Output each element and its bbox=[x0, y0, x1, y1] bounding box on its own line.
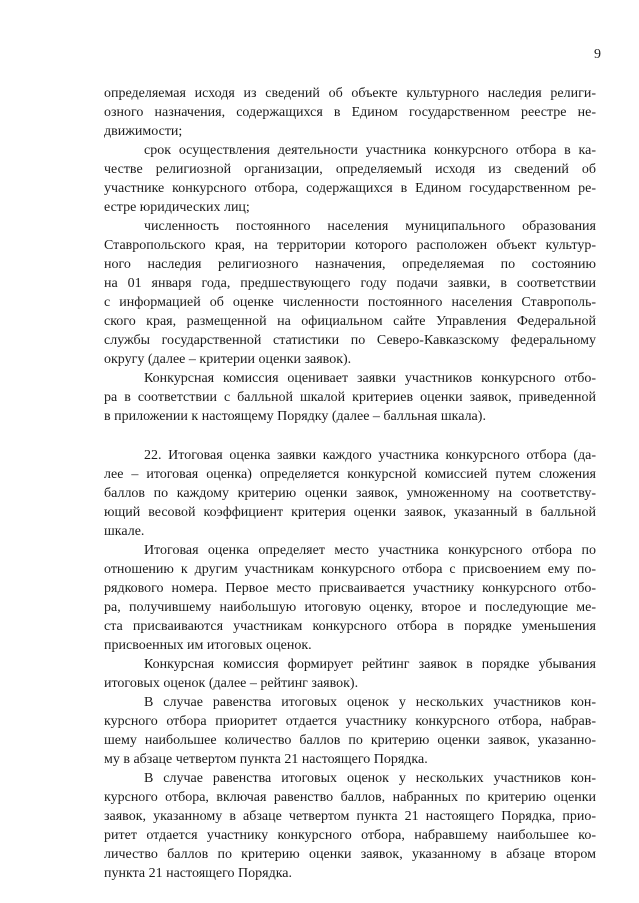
text-line: рядкового номера. Первое место присваивается участнику конкурсного отбо- bbox=[104, 581, 596, 596]
text-line: округу (далее – критерии оценки заявок). bbox=[104, 352, 352, 367]
text-line: курсного отбора приоритет отдается участнику конкурсного отбора, набрав- bbox=[104, 714, 596, 729]
text-line: ра в соответствии с балльной шкалой критериев оценки заявок, приведенной bbox=[104, 390, 596, 405]
text-line: срок осуществления деятельности участника конкурсного отбора в ка- bbox=[144, 143, 596, 158]
text-line: Ставропольского края, на территории которого расположен объект культур- bbox=[104, 238, 596, 253]
text-line: с информацией об оценке численности постоянного населения Ставрополь- bbox=[104, 295, 596, 310]
text-line: участнике конкурсного отбора, содержащихся в Едином государственном ре- bbox=[104, 181, 596, 196]
text-line: озного назначения, содержащихся в Едином государственном реестре не- bbox=[104, 105, 596, 120]
text-line: шему наибольшее количество баллов по критерию оценки заявок, указанно- bbox=[104, 733, 596, 748]
text-line: курсного отбора, включая равенство баллов, набранных по критерию оценки bbox=[104, 790, 596, 805]
text-line: Конкурсная комиссия оценивает заявки участников конкурсного отбо- bbox=[144, 371, 596, 386]
text-line: движимости; bbox=[104, 124, 183, 139]
text-line: службы государственной статистики по Северо-Кавказскому федеральному bbox=[104, 333, 596, 348]
text-line: шкале. bbox=[104, 524, 145, 539]
text-line: естре юридических лиц; bbox=[104, 200, 250, 215]
text-line: Конкурсная комиссия формирует рейтинг заявок в порядке убывания bbox=[144, 657, 596, 672]
text-line: пункта 21 настоящего Порядка. bbox=[104, 866, 292, 881]
text-line: ского края, размещенной на официальном сайте Управления Федеральной bbox=[104, 314, 596, 329]
text-line: В случае равенства итоговых оценок у нескольких участников кон- bbox=[144, 771, 596, 786]
text-line: итоговых оценок (далее – рейтинг заявок). bbox=[104, 676, 359, 691]
page-number: 9 bbox=[594, 47, 601, 62]
text-line: ста присваиваются участникам конкурсного отбора в порядке уменьшения bbox=[104, 619, 596, 634]
text-line: отношению к другим участникам конкурсного отбора с присвоением ему по- bbox=[104, 562, 596, 577]
text-line: 22. Итоговая оценка заявки каждого участника конкурсного отбора (да- bbox=[144, 448, 596, 463]
text-line: баллов по каждому критерию оценки заявок, умноженному на соответству- bbox=[104, 486, 596, 501]
text-line: заявок, указанному в абзаце четвертом пункта 21 настоящего Порядка, прио- bbox=[104, 809, 596, 824]
text-line: численность постоянного населения муниципального образования bbox=[144, 219, 596, 234]
text-line: ного наследия религиозного назначения, определяемая по состоянию bbox=[104, 257, 596, 272]
text-line: ритет отдается участнику конкурсного отбора, набравшему наибольшее ко- bbox=[104, 828, 596, 843]
text-line: ющий весовой коэффициент критерия оценки заявок, указанный в балльной bbox=[104, 505, 596, 520]
text-line: честве религиозной организации, определяемый исходя из сведений об bbox=[104, 162, 596, 177]
text-line: В случае равенства итоговых оценок у нескольких участников кон- bbox=[144, 695, 596, 710]
text-line: присвоенных им итоговых оценок. bbox=[104, 638, 312, 653]
text-line: Итоговая оценка определяет место участника конкурсного отбора по bbox=[144, 543, 596, 558]
paragraph-gap bbox=[104, 426, 596, 446]
text-line: определяемая исходя из сведений об объекте культурного наследия религи- bbox=[104, 86, 596, 101]
text-line: му в абзаце четвертом пункта 21 настоящего Порядка. bbox=[104, 752, 428, 767]
text-line: лее – итоговая оценка) определяется конкурсной комиссией путем сложения bbox=[104, 467, 596, 482]
text-line: на 01 января года, предшествующего году подачи заявки, в соответствии bbox=[104, 276, 596, 291]
text-line: личество баллов по критерию оценки заявок, указанному в абзаце втором bbox=[104, 847, 596, 862]
document-body bbox=[104, 84, 596, 883]
text-line: ра, получившему наибольшую итоговую оценку, второе и последующие ме- bbox=[104, 600, 596, 615]
text-line: в приложении к настоящему Порядку (далее – балльная шкала). bbox=[104, 409, 486, 424]
